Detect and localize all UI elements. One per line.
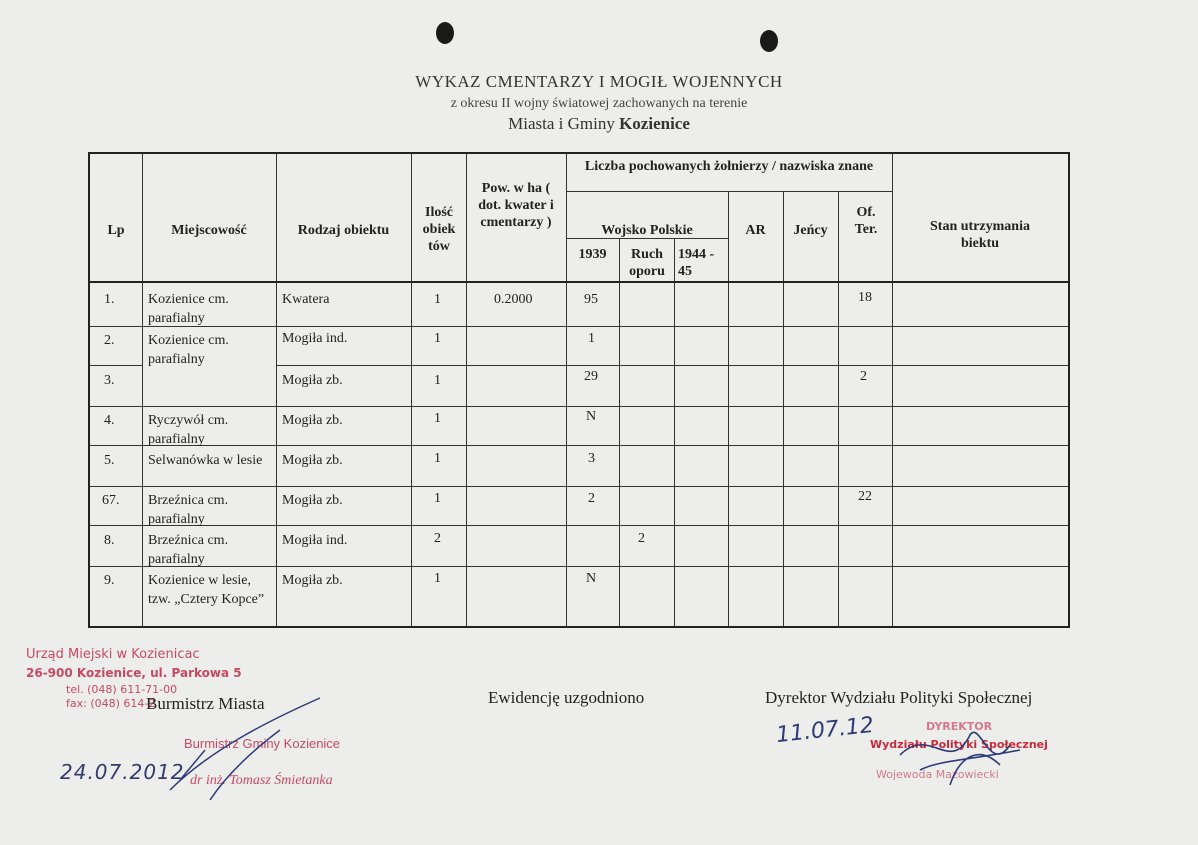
burmistrz-label: Burmistrz Miasta [146,694,265,713]
row-8-ilosc: 1 [434,571,441,586]
punch-hole-right [760,30,778,52]
row-2-miejscowosc: Kozienice cm. parafialny [148,333,229,367]
row-4-miejscowosc: Ryczywół cm. parafialny [148,413,229,447]
row-3-ofter: 2 [860,369,867,384]
row-6-ilosc: 1 [434,491,441,506]
location-prefix: Miasta i Gminy [508,114,615,133]
row-1-lp: 1. [104,292,115,307]
row-3-ilosc: 1 [434,373,441,388]
header-lp: Lp [107,223,125,238]
row-8-1939: N [586,571,597,586]
row-8-miejscowosc: Kozienice w lesie, tzw. „Cztery Kopce” [148,573,265,607]
row-1-ilosc: 1 [434,292,441,307]
header-of-ter: Of. Ter. [854,205,878,237]
row-7-ilosc: 2 [434,531,441,546]
row-6-1939: 2 [588,491,595,506]
header-wojsko-polskie: Wojsko Polskie [601,223,693,238]
row-1-miejscowosc: Kozienice cm. parafialny [148,292,229,326]
row-3-lp: 3. [104,373,115,388]
row-6-miejscowosc: Brzeźnica cm. parafialny [148,493,229,527]
handwritten-date-left: 24.07.2012 [60,760,185,784]
header-ilosc-obiektow: Ilość obiek tów [422,205,456,254]
row-1-1939: 95 [584,292,598,307]
header-ruch-oporu: Ruch oporu [629,247,665,279]
director-stamp-line3: Wojewoda Mazowiecki [876,768,999,781]
row-3-rodzaj: Mogiła zb. [282,373,343,388]
row-6-ofter: 22 [858,489,872,504]
document-subtitle-location [0,114,1198,134]
row-1-ofter: 18 [858,290,872,305]
document-subtitle: z okresu II wojny światowej zachowanych na terenie [450,96,748,111]
header-1939: 1939 [578,247,607,262]
row-7-miejscowosc: Brzeźnica cm. parafialny [148,533,229,567]
row-4-1939: N [586,409,597,424]
row-4-lp: 4. [104,413,115,428]
office-stamp-line1: Urząd Miejski w Kozienicac [26,647,200,662]
row-2-lp: 2. [104,333,115,348]
row-5-lp: 5. [104,453,115,468]
row-2-ilosc: 1 [434,331,441,346]
row-4-ilosc: 1 [434,411,441,426]
burmistrz-stamp-line1: Burmistrz Gminy Kozienice [184,736,341,751]
row-5-rodzaj: Mogiła zb. [282,453,343,468]
director-signature [890,715,1040,795]
row-6-lp: 67. [102,493,120,508]
handwritten-date-right: 11.07.12 [774,712,876,749]
location-name: Kozienice [619,114,690,133]
row-7-rodzaj: Mogiła ind. [282,533,348,548]
header-jency: Jeńcy [793,223,828,238]
director-stamp-line2: Wydziału Polityki Społecznej [870,738,1048,751]
office-stamp-line2: 26-900 Kozienice, ul. Parkowa 5 [26,666,242,680]
dyrektor-label: Dyrektor Wydziału Polityki Społecznej [765,688,1033,707]
row-2-1939: 1 [588,331,595,346]
row-1-rodzaj: Kwatera [282,292,330,307]
row-7-ruch: 2 [638,531,645,546]
punch-hole-left [436,22,454,44]
burmistrz-signature [150,690,350,800]
row-8-lp: 9. [104,573,115,588]
row-6-rodzaj: Mogiła zb. [282,493,343,508]
office-stamp-line3: tel. (048) 611-71-00 [66,683,178,696]
row-8-rodzaj: Mogiła zb. [282,573,343,588]
row-2-rodzaj: Mogiła ind. [282,331,348,346]
header-powierzchnia: Pow. w ha ( dot. kwater i cmentarzy ) [478,181,554,230]
header-liczba-pochowanych: Liczba pochowanych żołnierzy / nazwiska znane [584,159,874,174]
row-1-pow: 0.2000 [494,292,533,307]
cemetery-table [88,152,1070,628]
row-5-1939: 3 [588,451,595,466]
row-5-miejscowosc: Selwanówka w lesie [148,453,263,468]
director-stamp-line1: DYREKTOR [926,720,993,733]
document-title: WYKAZ CMENTARZY I MOGIŁ WOJENNYCH [415,72,783,91]
row-4-rodzaj: Mogiła zb. [282,413,343,428]
header-miejscowosc: Miejscowość [171,223,247,238]
header-ar: AR [745,223,766,238]
burmistrz-stamp-line2: dr inż. Tomasz Śmietanka [190,773,333,788]
header-stan-utrzymania: Stan utrzymania biektu [930,219,1030,251]
header-rodzaj-obiektu: Rodzaj obiektu [297,223,390,238]
row-5-ilosc: 1 [434,451,441,466]
office-stamp-line4: fax: (048) 614-2 [66,697,156,710]
row-3-1939: 29 [584,369,598,384]
header-1944-45: 1944 - 45 [678,247,715,279]
ewidencje-label: Ewidencję uzgodniono [488,688,645,707]
row-7-lp: 8. [104,533,115,548]
